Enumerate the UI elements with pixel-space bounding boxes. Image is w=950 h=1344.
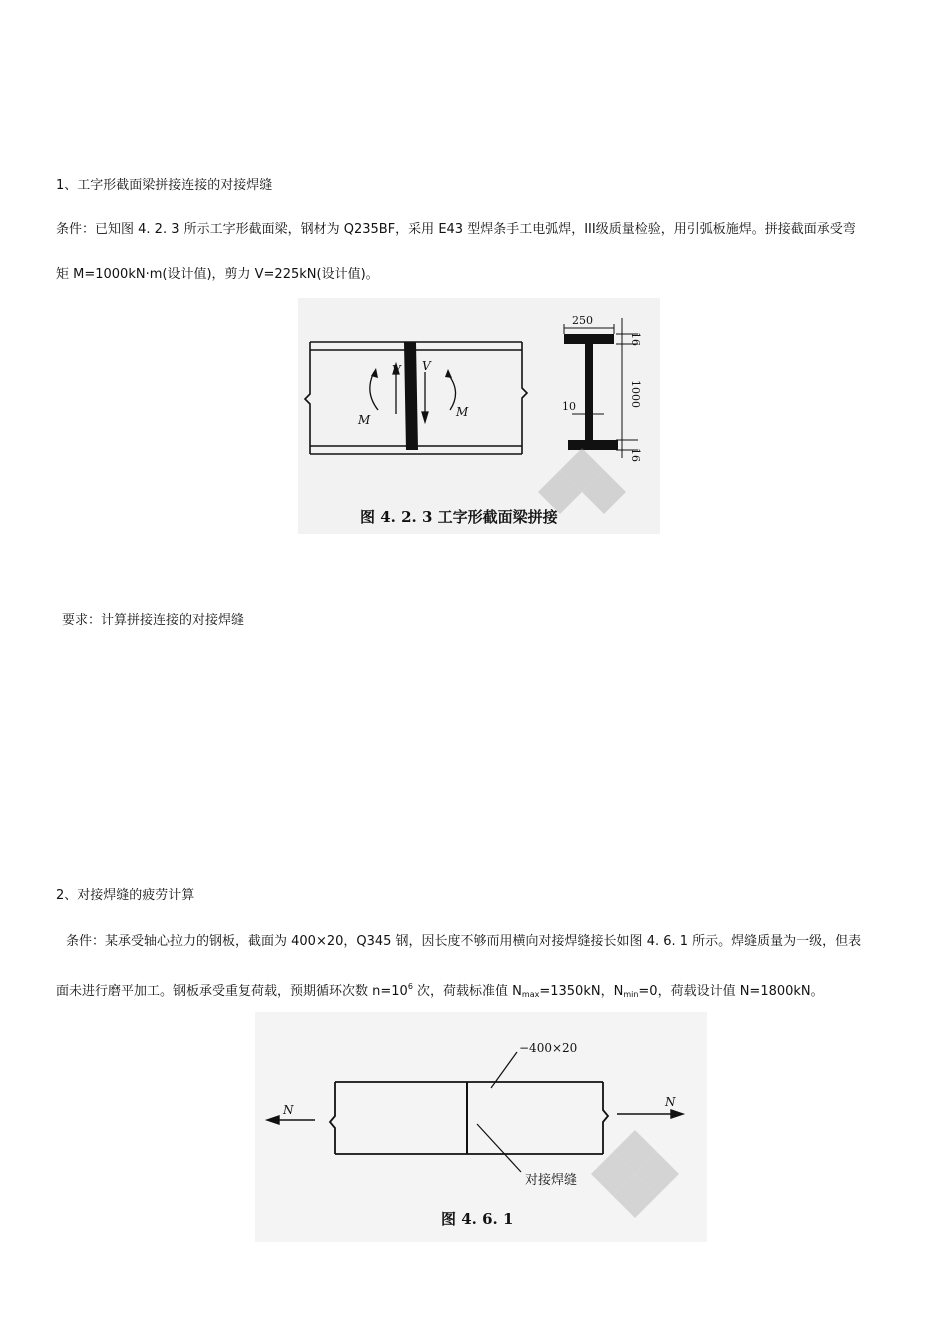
- label-n-left: N: [283, 1103, 294, 1117]
- label-weld: 对接焊缝: [525, 1173, 578, 1188]
- top-flange: [564, 334, 614, 344]
- section2-condition-line2: [56, 978, 824, 1004]
- label-v-right: V: [422, 359, 431, 373]
- beam-splice-diagram: [298, 298, 660, 534]
- section2-condition-line1: 条件：某承受轴心拉力的钢板，截面为 400×20，Q345 钢，因长度不够而用横向对接焊缝接长如图 4. 6. 1 所示。焊缝质量为一级，但表: [66, 934, 862, 949]
- bottom-flange: [568, 440, 618, 450]
- figure-4-6-1: [255, 1012, 707, 1242]
- dim-web-thickness: 10: [562, 400, 576, 413]
- section1-condition-line1: 条件：已知图 4. 2. 3 所示工字形截面梁，钢材为 Q235BF，采用 E43 型焊条手工电弧焊，III级质量检验，用引弧板施焊。拼接截面承受弯: [56, 222, 856, 237]
- subscript-min: min: [623, 990, 639, 999]
- section1-heading: 1、工字形截面梁拼接连接的对接焊缝: [56, 178, 273, 193]
- label-m-right: M: [456, 405, 469, 419]
- label-v-left: V: [392, 363, 401, 377]
- web: [585, 344, 593, 440]
- exponent: 6: [407, 982, 413, 991]
- section1-requirement: 要求：计算拼接连接的对接焊缝: [62, 613, 245, 628]
- subscript-max: max: [521, 990, 540, 999]
- figure-4-2-3: [298, 298, 660, 534]
- dim-flange-width: 250: [572, 314, 593, 327]
- section1-condition-line2: 矩 M=1000kN·m(设计值)，剪力 V=225kN(设计值)。: [56, 267, 379, 282]
- label-plate: −400×20: [519, 1041, 578, 1055]
- dim-web-height: 1000: [629, 380, 642, 408]
- plate-butt-weld-diagram: [255, 1012, 707, 1242]
- line2-part1: 面未进行磨平加工。钢板承受重复荷载，预期循环次数 n=10: [56, 984, 408, 999]
- line2-part3: =1350kN，N: [539, 984, 624, 999]
- label-m-left: M: [358, 413, 371, 427]
- label-n-right: N: [665, 1095, 676, 1109]
- dim-flange-bottom: 16: [629, 448, 642, 462]
- line2-part4: =0，荷载设计值 N=1800kN。: [638, 984, 824, 999]
- line2-part2: 次，荷载标准值 N: [412, 984, 522, 999]
- figure-caption: 图 4. 6. 1: [441, 1210, 514, 1228]
- figure-caption: 图 4. 2. 3 工字形截面梁拼接: [360, 508, 558, 526]
- dim-flange-top: 16: [629, 332, 642, 346]
- butt-weld-section: [404, 342, 418, 450]
- section2-heading: 2、对接焊缝的疲劳计算: [56, 888, 195, 903]
